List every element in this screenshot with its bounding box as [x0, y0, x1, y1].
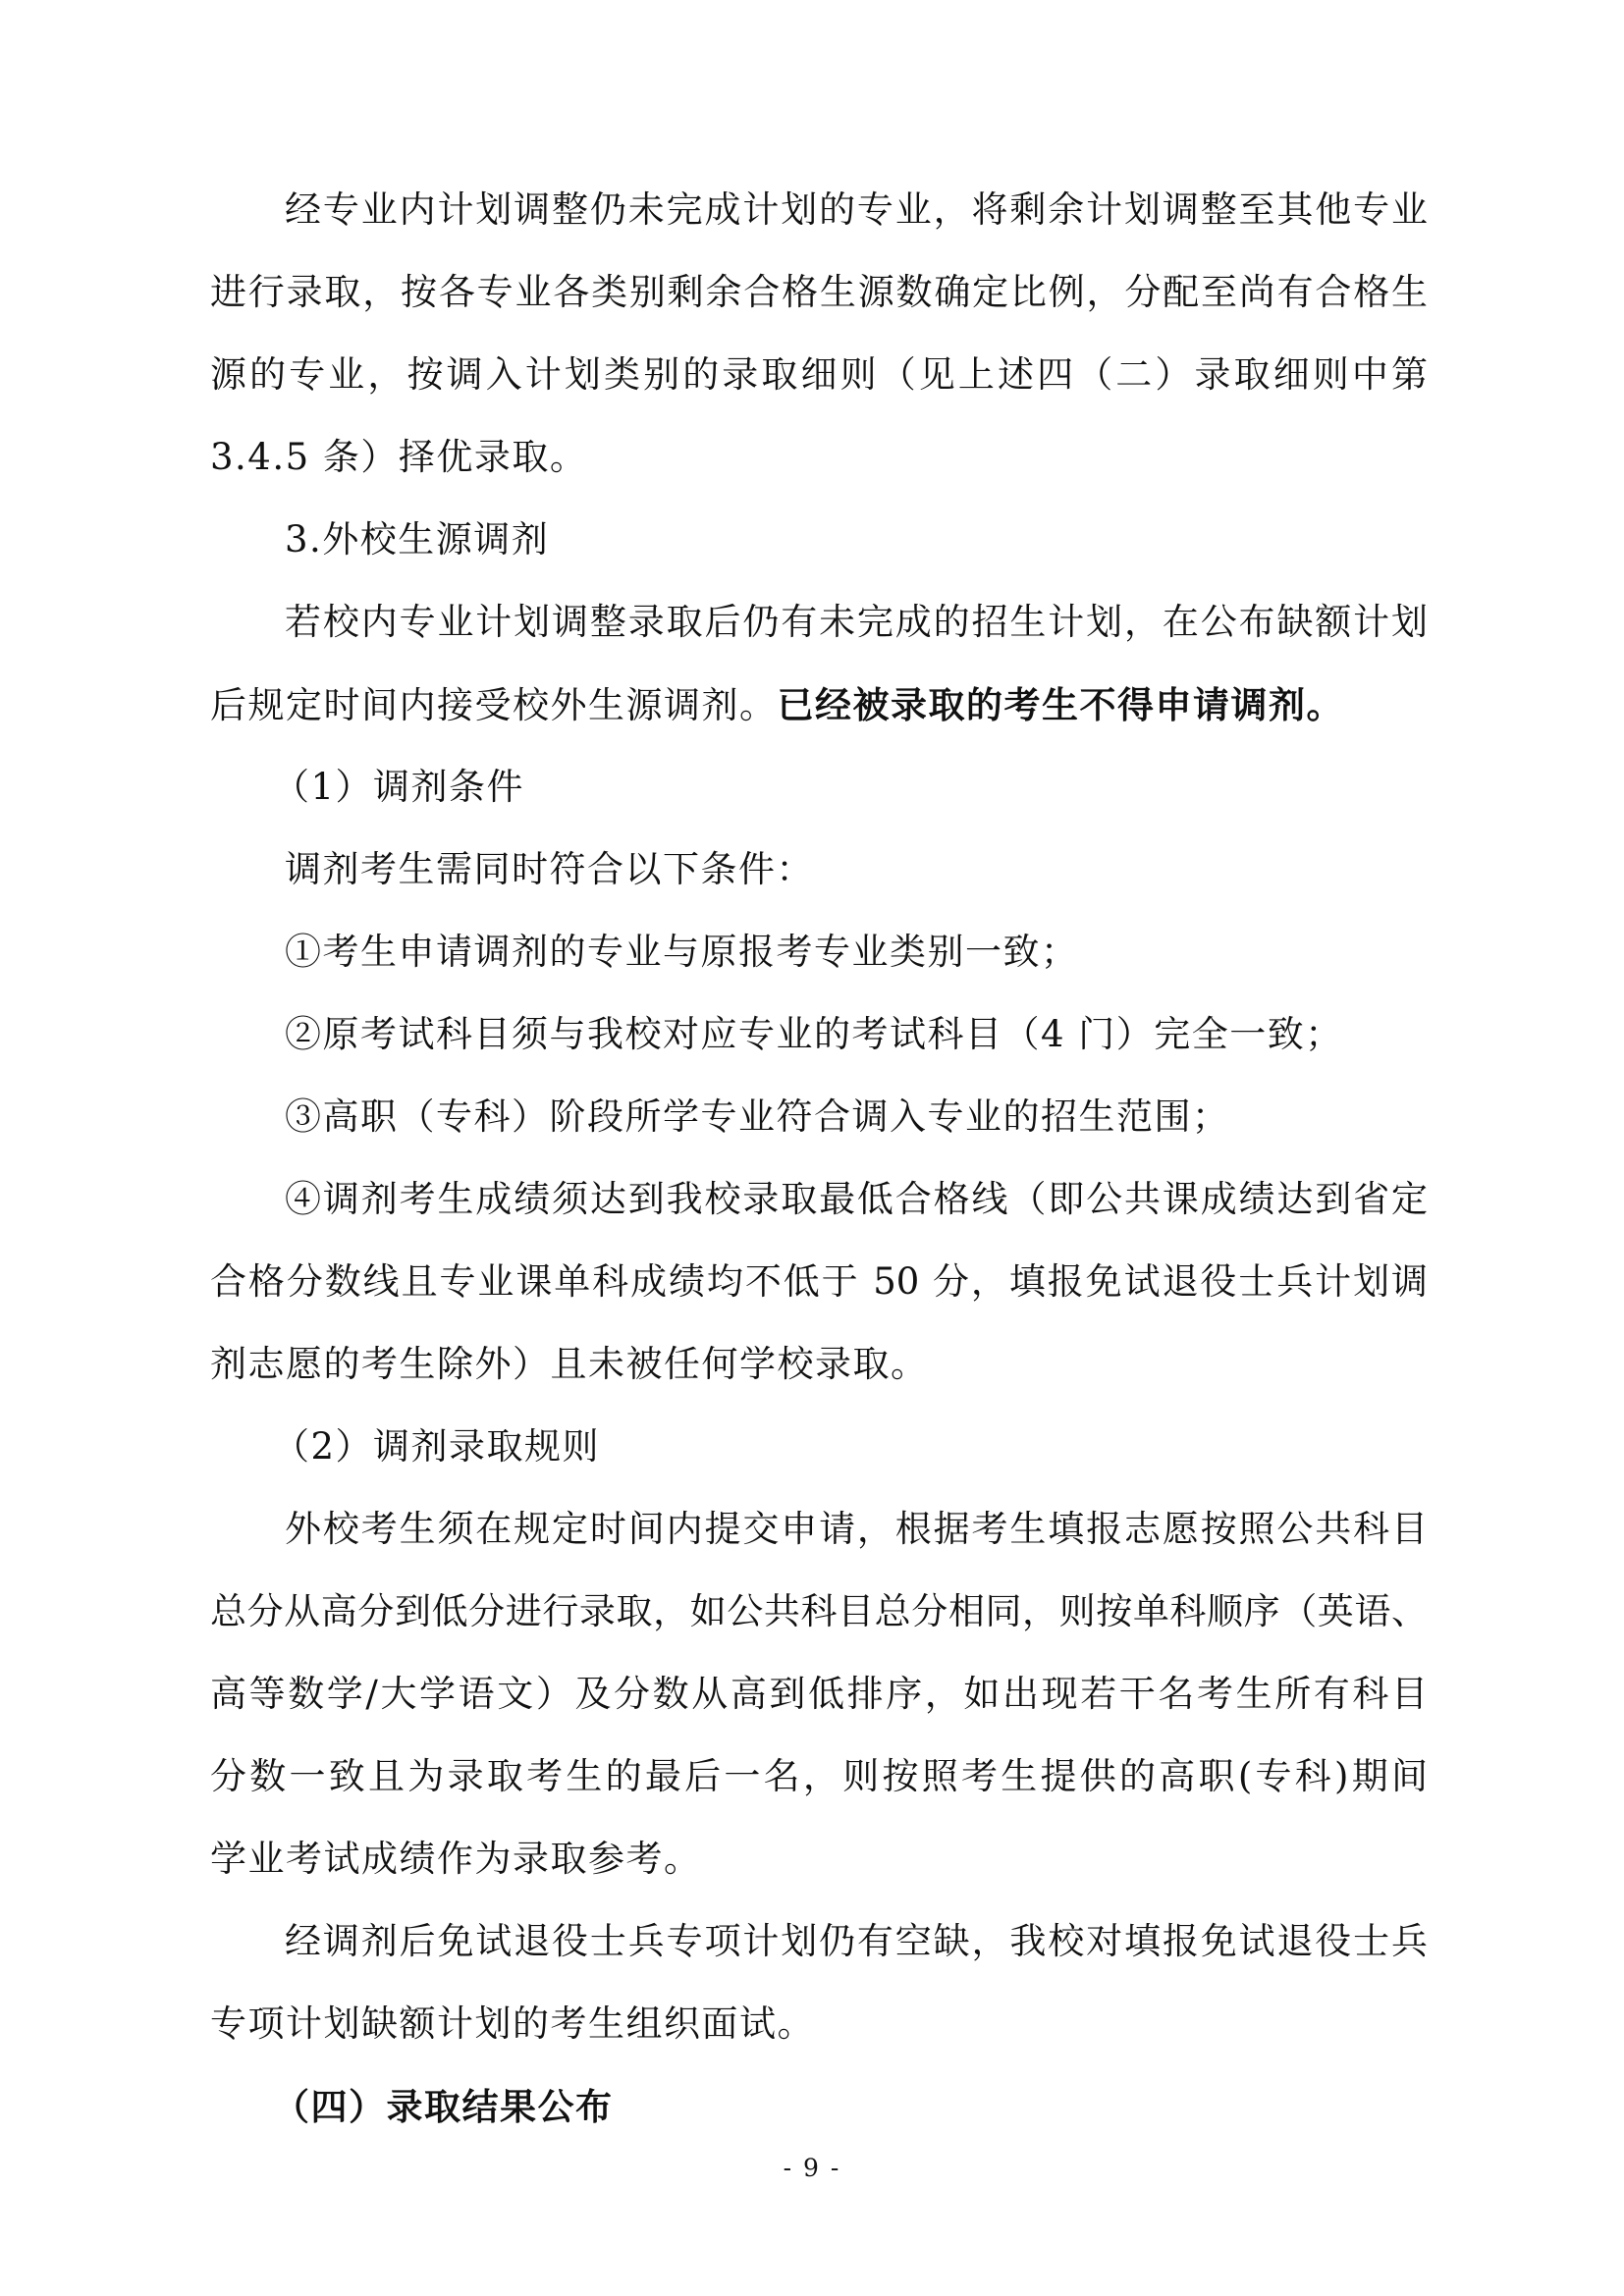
paragraph-line: 分数一致且为录取考生的最后一名，则按照考生提供的高职(专科)期间 — [210, 1755, 1428, 1797]
section-heading: （四）录取结果公布 — [273, 2085, 614, 2128]
paragraph-line: 源的专业，按调入计划类别的录取细则（见上述四（二）录取细则中第 — [210, 353, 1428, 396]
paragraph-line: 合格分数线且专业课单科成绩均不低于 50 分，填报免试退役士兵计划调 — [210, 1260, 1428, 1303]
paragraph-line: 学业考试成绩作为录取参考。 — [210, 1838, 702, 1880]
subsection-heading: （2）调剂录取规则 — [273, 1425, 601, 1468]
paragraph-line: 剂志愿的考生除外）且未被任何学校录取。 — [210, 1343, 929, 1385]
page-number: - 9 - — [783, 2154, 841, 2182]
paragraph-text: 后规定时间内接受校外生源调剂。 — [210, 684, 778, 726]
subsection-heading: （1）调剂条件 — [273, 766, 525, 808]
paragraph-line: 高等数学/大学语文）及分数从高到低排序，如出现若干名考生所有科目 — [210, 1673, 1428, 1715]
paragraph-line: 经调剂后免试退役士兵专项计划仍有空缺，我校对填报免试退役士兵 — [285, 1920, 1428, 1962]
section-heading: 3.外校生源调剂 — [285, 518, 550, 561]
paragraph-line: 进行录取，按各专业各类别剩余合格生源数确定比例，分配至尚有合格生 — [210, 271, 1428, 313]
paragraph-line: 3.4.5 条）择优录取。 — [210, 436, 588, 478]
list-item: ④调剂考生成绩须达到我校录取最低合格线（即公共课成绩达到省定 — [285, 1178, 1428, 1220]
paragraph-line: 若校内专业计划调整录取后仍有未完成的招生计划，在公布缺额计划 — [285, 601, 1428, 643]
paragraph-line: 总分从高分到低分进行录取，如公共科目总分相同，则按单科顺序（英语、 — [210, 1590, 1428, 1632]
paragraph-line: 调剂考生需同时符合以下条件： — [285, 848, 814, 890]
list-item: ①考生申请调剂的专业与原报考专业类别一致； — [285, 931, 1079, 973]
paragraph-line: 专项计划缺额计划的考生组织面试。 — [210, 2002, 815, 2045]
list-item: ③高职（专科）阶段所学专业符合调入专业的招生范围； — [285, 1095, 1230, 1138]
paragraph-line: 外校考生须在规定时间内提交申请，根据考生填报志愿按照公共科目 — [285, 1508, 1428, 1550]
paragraph-line: 经专业内计划调整仍未完成计划的专业，将剩余计划调整至其他专业 — [285, 188, 1428, 231]
bold-emphasis-text: 已经被录取的考生不得申请调剂。 — [777, 683, 1344, 726]
paragraph-line — [210, 679, 1428, 730]
list-item: ②原考试科目须与我校对应专业的考试科目（4 门）完全一致； — [285, 1013, 1343, 1055]
